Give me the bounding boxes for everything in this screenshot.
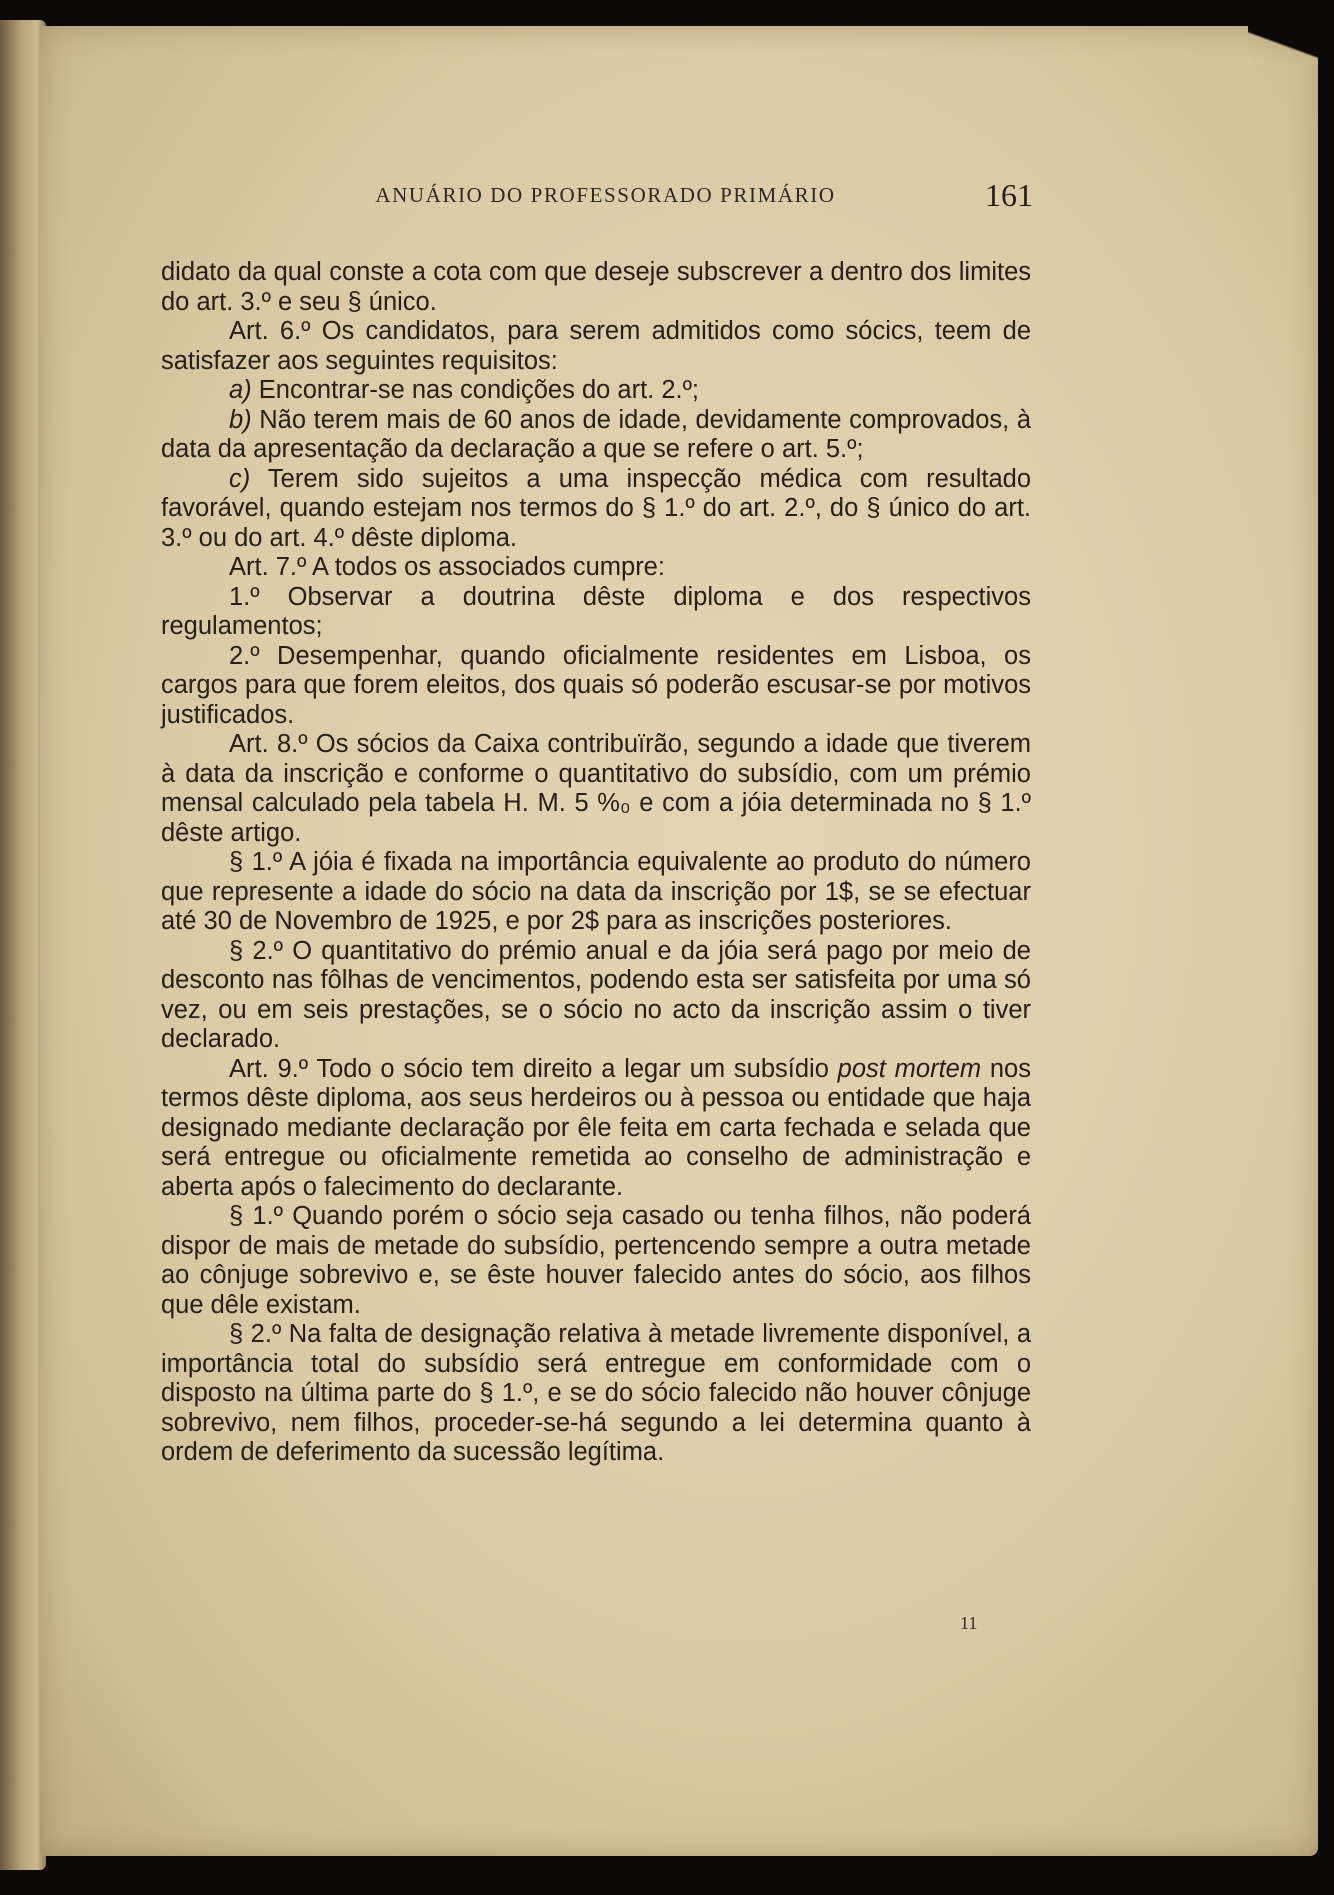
article-9-paragraph-2: § 2.º Na falta de designação relativa à metade livremente disponível, a importância total do subsídio será entregue em conformidade com o disposto na última parte do § 1.º, e se do sócio falecido não houver cônjuge sobrevivo, nem filhos, proceder-se-há segundo a lei determina quanto à ordem de deferimento da sucessão legítima. [161, 1320, 1031, 1466]
article-9-paragraph-1: § 1.º Quando porém o sócio seja casado ou tenha filhos, não poderá dispor de mais de metade do subsídio, pertencendo sempre a outra metade ao cônjuge sobrevivo e, se êste houver falecido antes do sócio, aos filhos que dêle existam. [161, 1202, 1031, 1319]
requirement-a-marker: a) [229, 376, 252, 404]
requirement-c-text: Terem sido sujeitos a uma inspecção médica com resultado favorável, quando estejam nos termos do § 1.º do art. 2.º, do § único do art. 3.º ou do art. 4.º dêste diploma. [161, 464, 1031, 552]
page-number: 161 [985, 177, 1033, 213]
article-9-text-start: Art. 9.º Todo o sócio tem direito a legar um subsídio [229, 1054, 838, 1083]
page-corner-fold [1248, 26, 1318, 64]
requirement-b-marker: b) [229, 405, 252, 434]
running-head-title: ANUÁRIO DO PROFESSORADO PRIMÁRIO [375, 183, 836, 207]
article-7-item-2: 2.º Desempenhar, quando oficialmente residentes em Lisboa, os cargos para que forem eleitos, dos quais só poderão escusar-se por motivos justificados. [161, 641, 1031, 729]
body-text [161, 258, 1031, 1468]
requirement-b-text: Não terem mais de 60 anos de idade, devidamente comprovados, à data da apresentação da declaração a que se refere o art. 5.º; [161, 405, 1031, 463]
signature-mark: 11 [960, 1613, 978, 1633]
article-7-item-1: 1.º Observar a doutrina dêste diploma e dos respectivos regulamentos; [161, 582, 1031, 640]
requirement-a [161, 376, 1031, 406]
article-9-latin-term: post mortem [837, 1054, 982, 1083]
article-9-text-end: nos termos dêste diploma, aos seus herdeiros ou à pessoa ou entidade que haja designado mediante declaração por êle feita em carta fechada e selada que será entregue ou oficialmente remetida ao conselho de administração e aberta após o falecimento do declarante. [161, 1054, 1031, 1201]
requirement-a-text: Encontrar-se nas condições do art. 2.º; [251, 376, 699, 404]
article-8: Art. 8.º Os sócios da Caixa contribuïrão, segundo a idade que tiverem à data da inscrição e conforme o quantitativo do subsídio, com um prémio mensal calculado pela tabela H. M. 5 %₀ e com a jóia determinada no § 1.º dêste artigo. [161, 730, 1031, 847]
article-8-paragraph-1: § 1.º A jóia é fixada na importância equivalente ao produto do número que represente a idade do sócio na data da inscrição por 1$, se se efectuar até 30 de Novembro de 1925, e por 2$ para as inscrições posteriores. [161, 848, 1031, 935]
article-9 [161, 1055, 1031, 1203]
article-8-paragraph-2: § 2.º O quantitativo do prémio anual e da jóia será pago por meio de desconto nas fôlhas de vencimentos, podendo esta ser satisfeita por uma só vez, ou em seis prestações, se o sócio no acto da inscrição assim o tiver declarado. [161, 936, 1031, 1053]
requirement-b [161, 406, 1031, 465]
requirement-c-marker: c) [229, 464, 251, 493]
paragraph-continuation: didato da qual conste a cota com que deseje subscrever a dentro dos limites do art. 3.º e seu § único. [161, 258, 1031, 316]
article-7: Art. 7.º A todos os associados cumpre: [229, 553, 665, 581]
article-6: Art. 6.º Os candidatos, para serem admitidos como sócics, teem de satisfazer aos seguintes requisitos: [161, 317, 1031, 375]
requirement-c [161, 465, 1031, 554]
